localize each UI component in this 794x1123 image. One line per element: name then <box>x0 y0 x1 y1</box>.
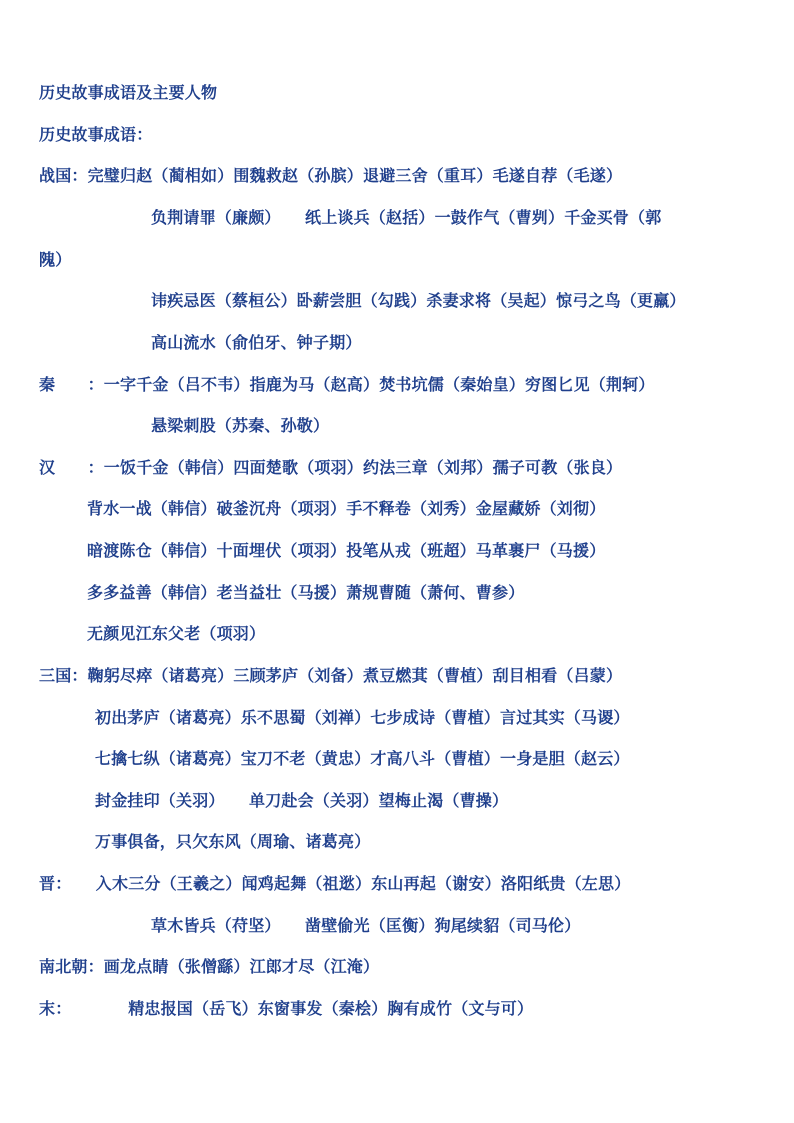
text-line <box>87 582 524 604</box>
text-line <box>151 915 580 937</box>
text-line-content: 悬梁刺股（苏秦、孙敬） <box>151 416 330 435</box>
text-line <box>39 374 655 396</box>
text-line <box>39 956 379 978</box>
text-line-content: 封金挂印（关羽） 单刀赴会（关羽）望梅止渴（曹操） <box>95 791 509 810</box>
text-line-content: 初出茅庐（诸葛亮）乐不思蜀（刘禅）七步成诗（曹植）言过其实（马谡） <box>95 708 630 727</box>
text-line <box>95 831 370 853</box>
text-line-content: 暗渡陈仓（韩信）十面埋伏（项羽）投笔从戎（班超）马革裹尸（马援） <box>87 541 606 560</box>
text-line <box>39 249 71 271</box>
text-line-content: 七擒七纵（诸葛亮）宝刀不老（黄忠）才高八斗（曹植）一身是胆（赵云） <box>95 749 630 768</box>
text-line <box>39 998 533 1020</box>
text-line-content: 草木皆兵（苻坚） 凿壁偷光（匡衡）狗尾续貂（司马伦） <box>151 916 581 935</box>
text-line <box>87 498 605 520</box>
text-line-content: 无颜见江东父老（项羽） <box>87 624 266 643</box>
text-line-content: 讳疾忌医（蔡桓公）卧薪尝胆（勾践）杀妻求将（吴起）惊弓之鸟（更羸） <box>151 291 686 310</box>
document-title-text: 历史故事成语及主要人物 <box>39 83 218 102</box>
text-line-content: 负荆请罪（廉颇） 纸上谈兵（赵括）一鼓作气（曹刿）千金买骨（郭 <box>151 208 662 227</box>
text-line-content: 汉 ：一饭千金（韩信）四面楚歌（项羽）约法三章（刘邦）孺子可教（张良） <box>39 458 623 477</box>
text-line <box>95 707 630 729</box>
text-line <box>39 665 622 687</box>
text-line-content: 三国：鞠躬尽瘁（诸葛亮）三顾茅庐（刘备）煮豆燃萁（曹植）刮目相看（吕蒙） <box>39 666 623 685</box>
text-line-content: 背水一战（韩信）破釜沉舟（项羽）手不释卷（刘秀）金屋藏娇（刘彻） <box>87 499 606 518</box>
text-line-content: 多多益善（韩信）老当益壮（马援）萧规曹随（萧何、曹参） <box>87 583 525 602</box>
text-line-content: 末： 精忠报国（岳飞）东窗事发（秦桧）胸有成竹（文与可） <box>39 999 534 1018</box>
text-line <box>151 332 362 354</box>
text-line <box>39 873 630 895</box>
text-line <box>151 415 329 437</box>
text-line-content: 秦 ：一字千金（吕不韦）指鹿为马（赵高）焚书坑儒（秦始皇）穷图匕见（荆轲） <box>39 375 655 394</box>
text-line <box>87 623 265 645</box>
text-line <box>87 540 605 562</box>
text-line-content: 万事俱备，只欠东风（周瑜、诸葛亮） <box>95 832 371 851</box>
text-line <box>151 290 686 312</box>
text-line-content: 晋： 入木三分（王羲之）闻鸡起舞（祖逖）东山再起（谢安）洛阳纸贵（左思） <box>39 874 631 893</box>
document-subtitle-text: 历史故事成语： <box>39 125 153 144</box>
text-line <box>151 207 661 229</box>
text-line <box>95 790 508 812</box>
text-line <box>39 457 622 479</box>
text-line <box>39 165 622 187</box>
text-line-content: 战国：完璧归赵（蔺相如）围魏救赵（孙膑）退避三舍（重耳）毛遂自荐（毛遂） <box>39 166 623 185</box>
document-subtitle <box>39 124 152 146</box>
document-title <box>39 82 217 104</box>
text-line-content: 南北朝：画龙点睛（张僧繇）江郎才尽（江淹） <box>39 957 380 976</box>
text-line <box>95 748 630 770</box>
text-line-content: 隗） <box>39 250 72 269</box>
text-line-content: 高山流水（俞伯牙、钟子期） <box>151 333 362 352</box>
